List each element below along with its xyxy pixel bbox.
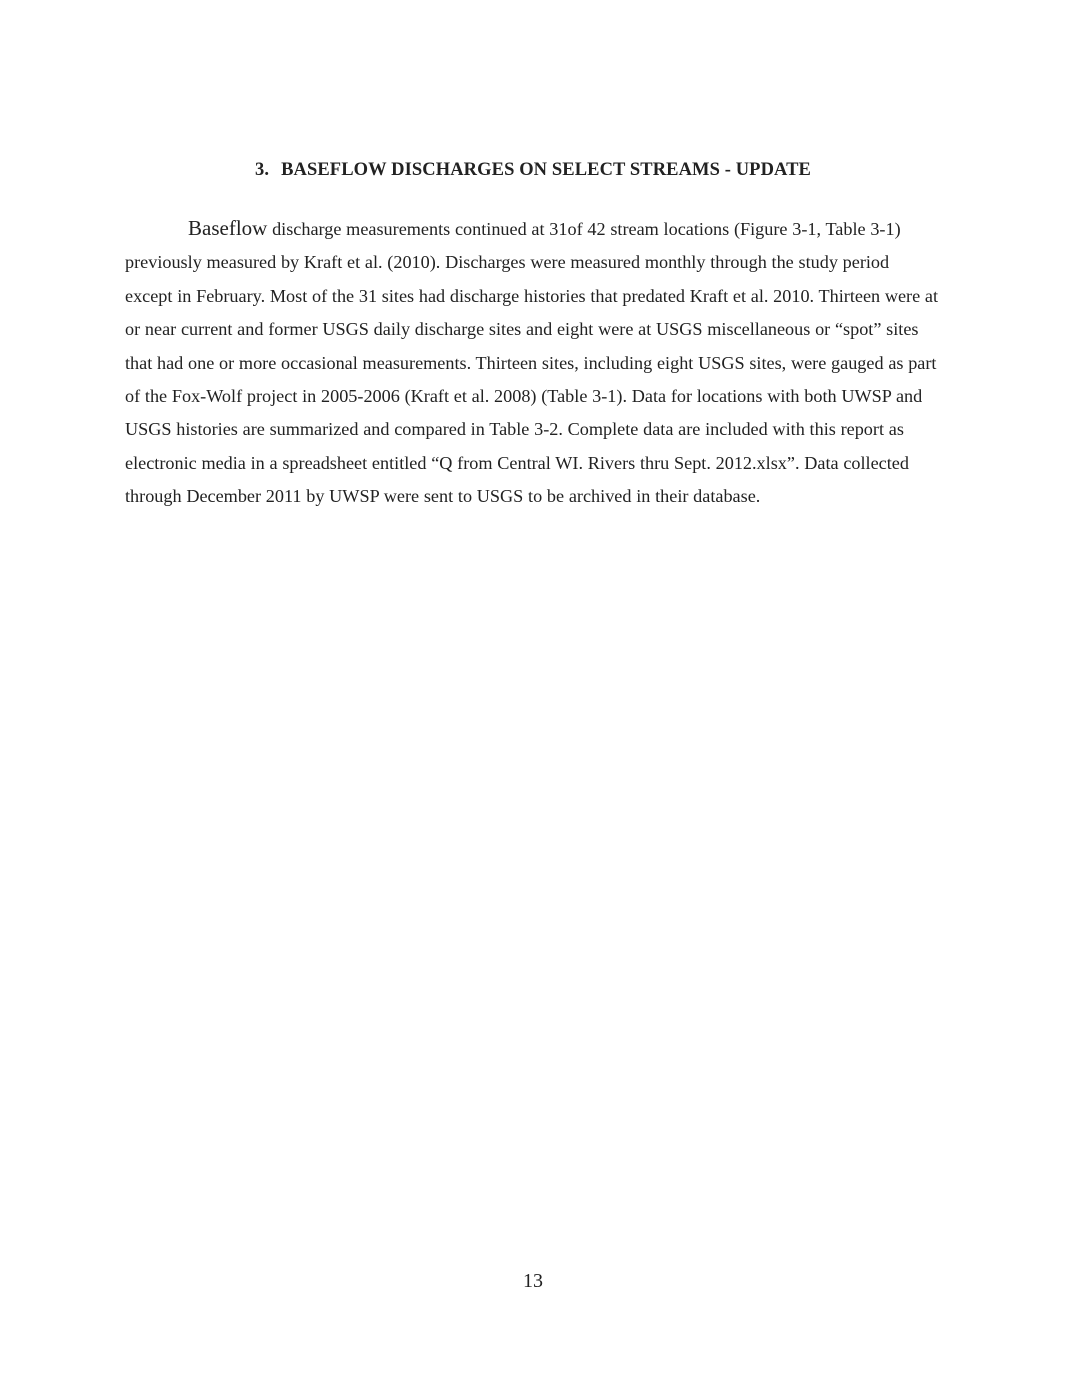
section-number: 3. <box>255 160 270 180</box>
paragraph-text: discharge measurements continued at 31of 42 stream locations (Figure 3-1, Table 3-1) previously measured by Kraft et al. (2010). Discharges were measured monthly through the study period except in February. Most of the 31 sites had discharge histories that predated Kraft et al. 2010. Thirteen were at or near current and former USGS daily discharge sites and eight were at USGS miscellaneous or “spot” sites that had one or more occasional measurements. Thirteen sites, including eight USGS sites, were gauged as part of the Fox-Wolf project in 2005-2006 (Kraft et al. 2008) (Table 3-1). Data for locations with both UWSP and USGS histories are summarized and compared in Table 3-2. Complete data are included with this report as electronic media in a spreadsheet entitled “Q from Central WI. Rivers thru Sept. 2012.xlsx”. Data collected through December 2011 by UWSP were sent to USGS to be archived in their database. <box>125 219 939 507</box>
section-heading <box>0 159 1066 181</box>
paragraph-lead-word: Baseflow <box>188 216 268 240</box>
body-paragraph <box>125 212 940 514</box>
page-number: 13 <box>523 1270 543 1292</box>
section-title: BASEFLOW DISCHARGES ON SELECT STREAMS - UPDATE <box>281 160 811 180</box>
